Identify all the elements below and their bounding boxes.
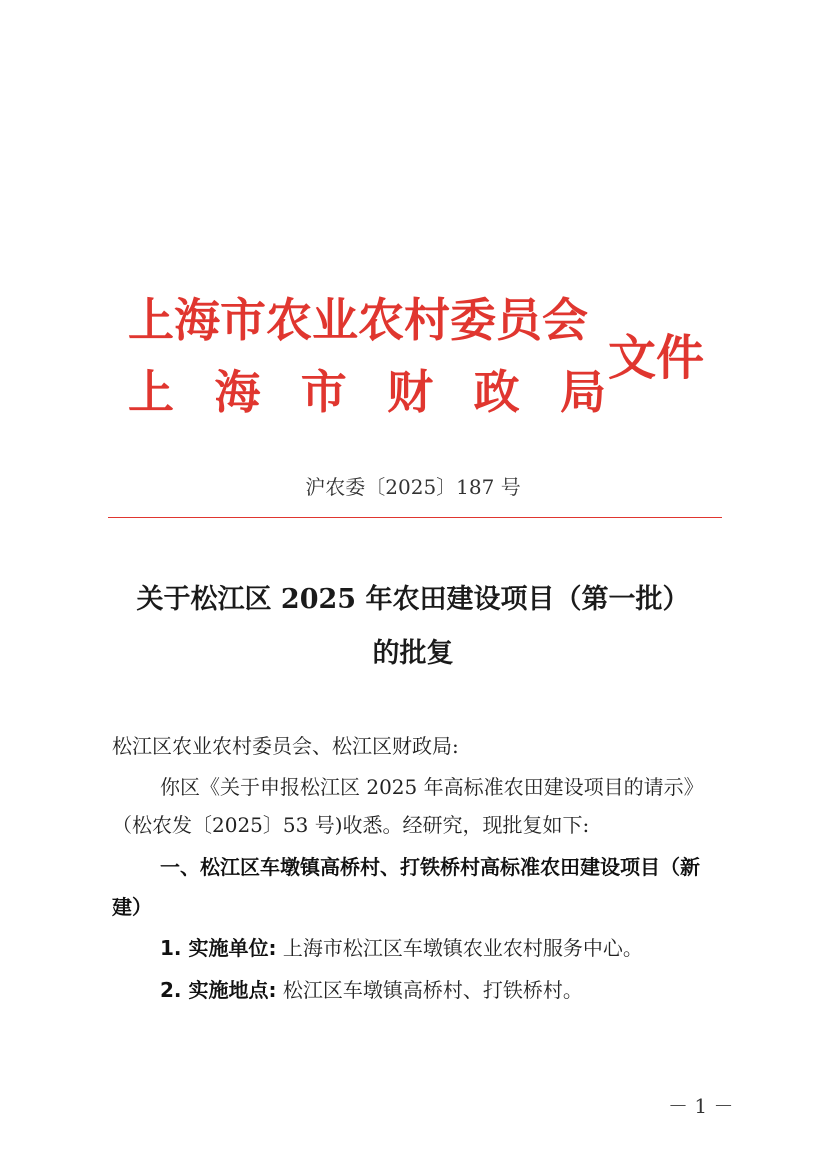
issuer-char: 政 xyxy=(473,365,520,419)
list-item-location xyxy=(160,976,583,1004)
red-separator-line xyxy=(108,517,722,518)
item-value: 松江区车墩镇高桥村、打铁桥村。 xyxy=(276,978,583,1002)
item-value: 上海市松江区车墩镇农业农村服务中心。 xyxy=(276,936,643,960)
salutation: 松江区农业农村委员会、松江区财政局: xyxy=(112,734,459,758)
page-number: － 1 － xyxy=(668,1094,734,1118)
item-label: 2. 实施地点: xyxy=(160,978,277,1002)
issuer-char: 海 xyxy=(214,365,261,419)
list-item-implementing-unit xyxy=(160,934,643,962)
paragraph-line: （松农发〔2025〕53 号)收悉。经研究，现批复如下: xyxy=(112,813,590,837)
section-heading-line: 建） xyxy=(112,895,152,919)
document-title-line2: 的批复 xyxy=(372,638,454,669)
document-number: 沪农委〔2025〕187 号 xyxy=(305,475,521,499)
section-heading-line: 一、松江区车墩镇高桥村、打铁桥村高标准农田建设项目（新 xyxy=(160,855,700,879)
issuer-char: 市 xyxy=(300,365,347,419)
issuer-agriculture-committee: 上海市农业农村委员会 xyxy=(128,293,588,347)
document-title-line1: 关于松江区 2025 年农田建设项目（第一批） xyxy=(136,584,690,615)
document-type-label: 文件 xyxy=(608,330,705,386)
issuer-char: 财 xyxy=(387,365,434,419)
issuer-char: 局 xyxy=(559,365,606,419)
paragraph-line: 你区《关于申报松江区 2025 年高标准农田建设项目的请示》 xyxy=(160,775,704,799)
issuer-char: 上 xyxy=(128,365,174,419)
item-label: 1. 实施单位: xyxy=(160,936,277,960)
issuer-finance-bureau xyxy=(128,364,606,420)
